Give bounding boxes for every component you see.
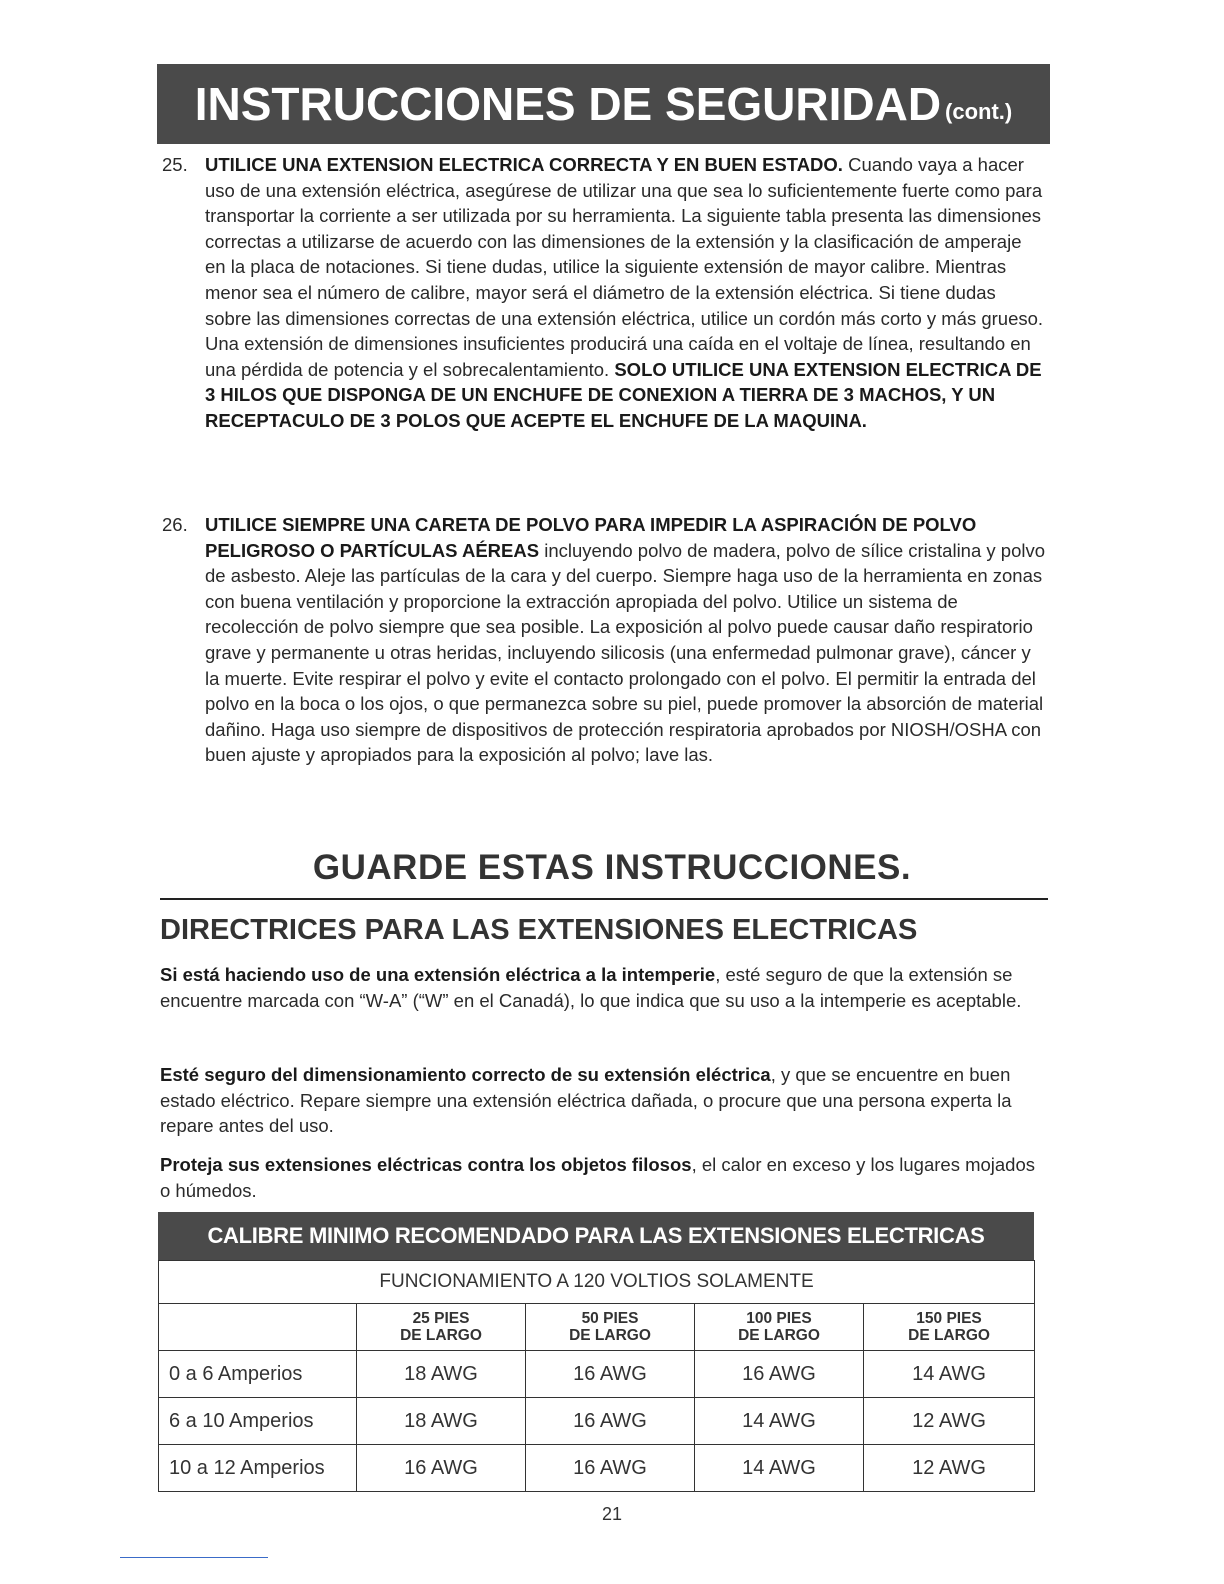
gauge-table [158,1212,1034,1492]
table-subtitle: FUNCIONAMIENTO A 120 VOLTIOS SOLAMENTE [159,1261,1035,1304]
item-lead: UTILICE UNA EXTENSION ELECTRICA CORRECTA Y EN BUEN ESTADO. [205,154,843,175]
table-cell: 12 AWG [864,1398,1035,1445]
table-cell: 18 AWG [357,1398,526,1445]
column-length: 150 PIES [916,1310,982,1327]
table-cell: 16 AWG [526,1351,695,1398]
banner-title: INSTRUCCIONES DE SEGURIDAD [194,78,942,130]
paragraph-text: , y que se encuentre en buen estado eléctrico. Repare siempre una extensión eléctrica dañada, o procure que una persona experta la repare antes del uso. [160,1064,1012,1137]
table-cell: 18 AWG [357,1351,526,1398]
item-number: 26. [162,514,188,535]
item-text: Cuando vaya a hacer uso de una extensión eléctrica, asegúrese de utilizar una que sea lo suficientemente fuerte como para transportar la corriente a ser utilizada por su herramienta. La siguiente tabla presenta las dimensiones correctas a utilizarse de acuerdo con las dimensiones de la extensión y la clasificación de amperaje en la placa de notaciones. Si tiene dudas, utilice la siguiente extensión de mayor calibre. Mientras menor sea el número de calibre, mayor será el diámetro de la extensión eléctrica. Si tiene dudas sobre las dimensiones correctas de una extensión eléctrica, utilice un cordón más corto y más grueso. Una extensión de dimensiones insuficientes producirá una caída en el voltaje de línea, resultando en una pérdida de potencia y el sobrecalentamiento. [205,154,1044,380]
table-cell: 12 AWG [864,1445,1035,1492]
paragraph-lead: Proteja sus extensiones eléctricas contra los objetos filosos [160,1154,692,1175]
divider [160,898,1048,900]
table-cell: 14 AWG [695,1445,864,1492]
item-tail: SOLO UTILICE UNA EXTENSION ELECTRICA DE 3 HILOS QUE DISPONGA DE UN ENCHUFE DE CONEXION A TIERRA DE 3 MACHOS, Y UN RECEPTACULO DE 3 POLOS QUE ACEPTE EL ENCHUFE DE LA MAQUINA. [205,358,1042,431]
row-label: 10 a 12 Amperios [159,1445,357,1492]
save-instructions-heading: GUARDE ESTAS INSTRUCCIONES. [312,848,912,887]
footer-line [120,1557,268,1558]
table-cell: 16 AWG [526,1445,695,1492]
title-banner [157,64,1050,144]
table-title: CALIBRE MINIMO RECOMENDADO PARA LAS EXTENSIONES ELECTRICAS [158,1212,1034,1260]
table-corner-cell [159,1304,357,1351]
table-cell: 14 AWG [695,1398,864,1445]
column-unit: DE LARGO [569,1327,651,1344]
section-title: DIRECTRICES PARA LAS EXTENSIONES ELECTRICAS [160,914,918,946]
paragraph-protect [160,1152,1050,1203]
paragraph-text: , el calor en exceso y los lugares mojados o húmedos. [160,1154,1036,1201]
item-body [205,152,1045,434]
table-row [159,1445,1035,1492]
paragraph-text: , esté seguro de que la extensión se encuentre marcada con “W-A” (“W” en el Canadá), lo que indica que su uso a la intemperie es aceptable. [160,964,1022,1011]
column-header [695,1304,864,1351]
row-label: 0 a 6 Amperios [159,1351,357,1398]
item-body [205,512,1045,768]
row-label: 6 a 10 Amperios [159,1398,357,1445]
table-cell: 16 AWG [526,1398,695,1445]
table-cell: 16 AWG [695,1351,864,1398]
page-number: 21 [601,1504,623,1524]
item-text: incluyendo polvo de madera, polvo de sílice cristalina y polvo de asbesto. Aleje las partículas de la cara y del cuerpo. Siempre haga uso de la herramienta en zonas con buena ventilación y proporcione la extracción apropiada del polvo. Utilice un sistema de recolección de polvo siempre que sea posible. La exposición al polvo puede causar daño respiratorio grave y permanente u otras heridas, incluyendo silicosis (una enfermedad pulmonar grave), cáncer y la muerte. Evite respirar el polvo y evite el contacto prolongado con el polvo. El permitir la entrada del polvo en la boca o los ojos, o que permanezca sobre su piel, puede promover la absorción de material dañino. Haga uso siempre de dispositivos de protección respiratoria aprobados por NIOSH/OSHA con buen ajuste y apropiados para la exposición al polvo; lave las. [205,539,1046,766]
column-unit: DE LARGO [738,1327,820,1344]
column-unit: DE LARGO [908,1327,990,1344]
column-unit: DE LARGO [400,1327,482,1344]
paragraph-outdoor [160,962,1050,1013]
banner-cont: (cont.) [945,99,1013,124]
table-row [159,1351,1035,1398]
table-cell: 14 AWG [864,1351,1035,1398]
gauge-grid [158,1260,1035,1492]
column-length: 25 PIES [412,1310,470,1327]
column-length: 100 PIES [746,1310,812,1327]
paragraph-lead: Esté seguro del dimensionamiento correcto de su extensión eléctrica [160,1064,771,1085]
table-row [159,1398,1035,1445]
item-lead: UTILICE SIEMPRE UNA CARETA DE POLVO PARA IMPEDIR LA ASPIRACIÓN DE POLVO PELIGROSO O PARTÍCULAS AÉREAS [205,514,977,561]
column-header [864,1304,1035,1351]
table-cell: 16 AWG [357,1445,526,1492]
item-number: 25. [162,154,188,175]
paragraph-sizing [160,1062,1050,1139]
column-header [526,1304,695,1351]
column-header [357,1304,526,1351]
paragraph-lead: Si está haciendo uso de una extensión eléctrica a la intemperie [160,964,716,985]
column-length: 50 PIES [581,1310,639,1327]
